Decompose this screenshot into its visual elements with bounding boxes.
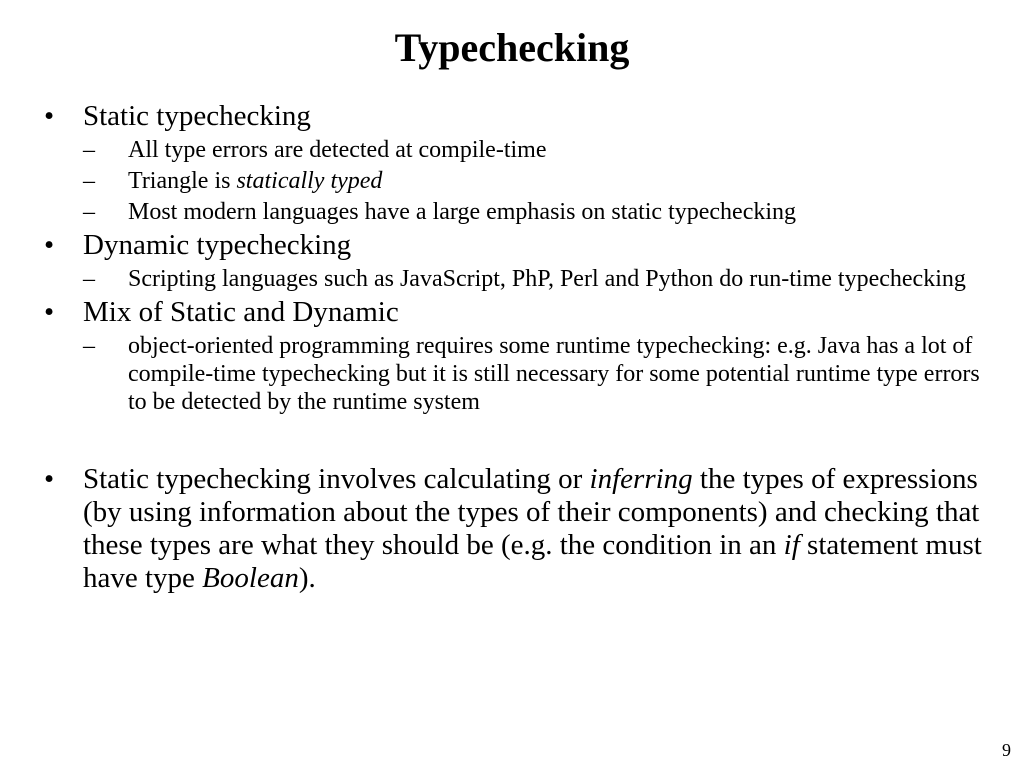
bullet-text-part: ). [298, 562, 316, 594]
bullet-text-part: statement must have type [83, 529, 982, 594]
dash-marker: – [83, 199, 95, 225]
bullet-italic-inferring: inferring [589, 463, 693, 495]
dash-marker: – [83, 266, 95, 292]
bullet-marker: • [44, 229, 55, 261]
sub-item [83, 332, 984, 416]
bullet-italic-if: if [783, 529, 800, 561]
sub-item-text: Most modern languages have a large emphasis on static typechecking [128, 199, 797, 225]
bullet-text: Dynamic typechecking [83, 229, 352, 261]
bullet-text: Static typechecking [83, 100, 311, 132]
sub-item [83, 265, 984, 293]
sub-item [83, 167, 984, 195]
bullet-static-typechecking-inference [44, 463, 984, 595]
bullet-text-part: Static typechecking involves calculating or [83, 463, 590, 495]
bullet-dynamic-typechecking [44, 229, 984, 262]
sub-item-text: All type errors are detected at compile-time [128, 137, 547, 163]
sub-item [83, 136, 984, 164]
slide-content [44, 100, 984, 595]
bullet-marker: • [44, 463, 55, 495]
sub-list [44, 136, 984, 226]
bullet-text-part: the types of expressions (by using information about the types of their components) and checking that these types are what they should be (e.g. the condition in an [83, 463, 980, 561]
sub-list [44, 332, 984, 416]
sub-item-text: Triangle is [128, 168, 237, 194]
dash-marker: – [83, 333, 95, 359]
bullet-text: Mix of Static and Dynamic [83, 296, 399, 328]
slide-title: Typechecking [394, 25, 630, 70]
page-number: 9 [1002, 740, 1011, 760]
sub-item-italic: statically typed [236, 168, 383, 194]
sub-item-text: object-oriented programming requires some runtime typechecking: e.g. Java has a lot of compile-time typechecking but it is still necessary for some potential runtime type errors to be detected by the runtime system [128, 333, 980, 415]
bullet-marker: • [44, 100, 55, 132]
bullet-static-typechecking [44, 100, 984, 133]
bullet-mix-static-dynamic [44, 296, 984, 329]
sub-item-text: Scripting languages such as JavaScript, PhP, Perl and Python do run-time typechecking [128, 266, 966, 292]
sub-list [44, 265, 984, 293]
dash-marker: – [83, 168, 95, 194]
dash-marker: – [83, 137, 95, 163]
bullet-italic-boolean: Boolean [202, 562, 299, 594]
spacer [44, 419, 984, 463]
bullet-marker: • [44, 296, 55, 328]
sub-item [83, 198, 984, 226]
